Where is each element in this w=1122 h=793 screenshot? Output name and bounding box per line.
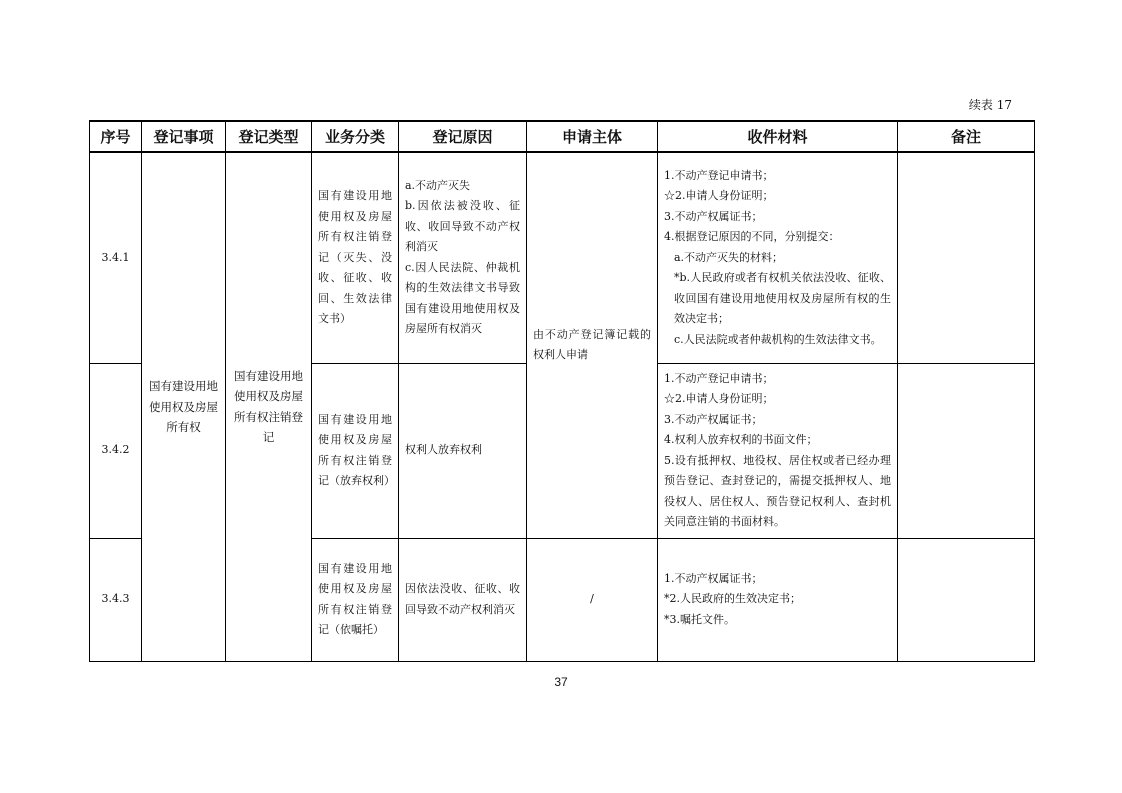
registration-reason-cell: 权利人放弃权利 <box>399 363 527 538</box>
materials-cell <box>658 538 898 661</box>
material-line: ☆2.申请人身份证明； <box>664 189 774 202</box>
header-materials: 收件材料 <box>658 121 898 152</box>
material-line: 4.根据登记原因的不同，分别提交： <box>664 230 840 243</box>
reason-line: b.因依法被没收、征收、收回导致不动产权利消灭 <box>405 199 520 254</box>
registration-reason-cell <box>399 152 527 363</box>
material-line: 4.权利人放弃权利的书面文件； <box>664 433 818 446</box>
material-line: *3.嘱托文件。 <box>664 612 735 626</box>
table-header-row <box>90 121 1035 152</box>
remark-cell <box>898 363 1035 538</box>
header-applicant: 申请主体 <box>527 121 658 152</box>
material-line: ☆2.申请人身份证明； <box>664 392 774 405</box>
business-category-cell: 国有建设用地使用权及房屋所有权注销登记（依嘱托） <box>312 538 399 661</box>
applicant-cell: / <box>527 538 658 661</box>
applicant-cell: 由不动产登记簿记载的权利人申请 <box>527 152 658 538</box>
material-line: 1.不动产登记申请书； <box>664 371 774 385</box>
registration-reason-cell: 因依法没收、征收、收回导致不动产权利消灭 <box>399 538 527 661</box>
materials-cell <box>658 363 898 538</box>
page-number: 37 <box>554 675 568 689</box>
material-line: 1.不动产权属证书； <box>664 571 763 585</box>
materials-cell <box>658 152 898 363</box>
material-subline: *b.人民政府或者有权机关依法没收、征收、收回国有建设用地使用权及房屋所有权的生效决定书； <box>674 271 891 325</box>
row-number: 3.4.3 <box>90 538 142 661</box>
header-registration-item: 登记事项 <box>142 121 226 152</box>
material-line: 3.不动产权属证书； <box>664 209 763 223</box>
registration-item-cell: 国有建设用地使用权及房屋所有权 <box>142 152 226 661</box>
header-no: 序号 <box>90 121 142 152</box>
reason-line: c.因人民法院、仲裁机构的生效法律文书导致国有建设用地使用权及房屋所有权消灭 <box>405 260 520 336</box>
registration-type-cell: 国有建设用地使用权及房屋所有权注销登记 <box>226 152 312 661</box>
material-subline: a.不动产灭失的材料； <box>674 250 784 264</box>
header-registration-type: 登记类型 <box>226 121 312 152</box>
row-number: 3.4.2 <box>90 363 142 538</box>
material-subline: c.人民法院或者仲裁机构的生效法律文书。 <box>674 332 882 346</box>
material-line: 1.不动产登记申请书； <box>664 168 774 182</box>
continued-table-label: 续表 17 <box>968 98 1012 112</box>
material-line: 3.不动产权属证书； <box>664 412 763 426</box>
row-number: 3.4.1 <box>90 152 142 363</box>
business-category-cell: 国有建设用地使用权及房屋所有权注销登记（放弃权利） <box>312 363 399 538</box>
reason-line: a.不动产灭失 <box>405 178 471 192</box>
header-registration-reason: 登记原因 <box>399 121 527 152</box>
material-line: *2.人民政府的生效决定书； <box>664 592 801 606</box>
remark-cell <box>898 152 1035 363</box>
material-line: 5.设有抵押权、地役权、居住权或者已经办理预告登记、查封登记的，需提交抵押权人、地役权人、居住权人、预告登记权利人、查封机关同意注销的书面材料。 <box>664 453 891 528</box>
remark-cell <box>898 538 1035 661</box>
registration-table <box>89 120 1035 662</box>
table-row <box>90 152 1035 363</box>
header-business-category: 业务分类 <box>312 121 399 152</box>
header-remarks: 备注 <box>898 121 1035 152</box>
business-category-cell: 国有建设用地使用权及房屋所有权注销登记（灭失、没收、征收、收回、生效法律文书） <box>312 152 399 363</box>
